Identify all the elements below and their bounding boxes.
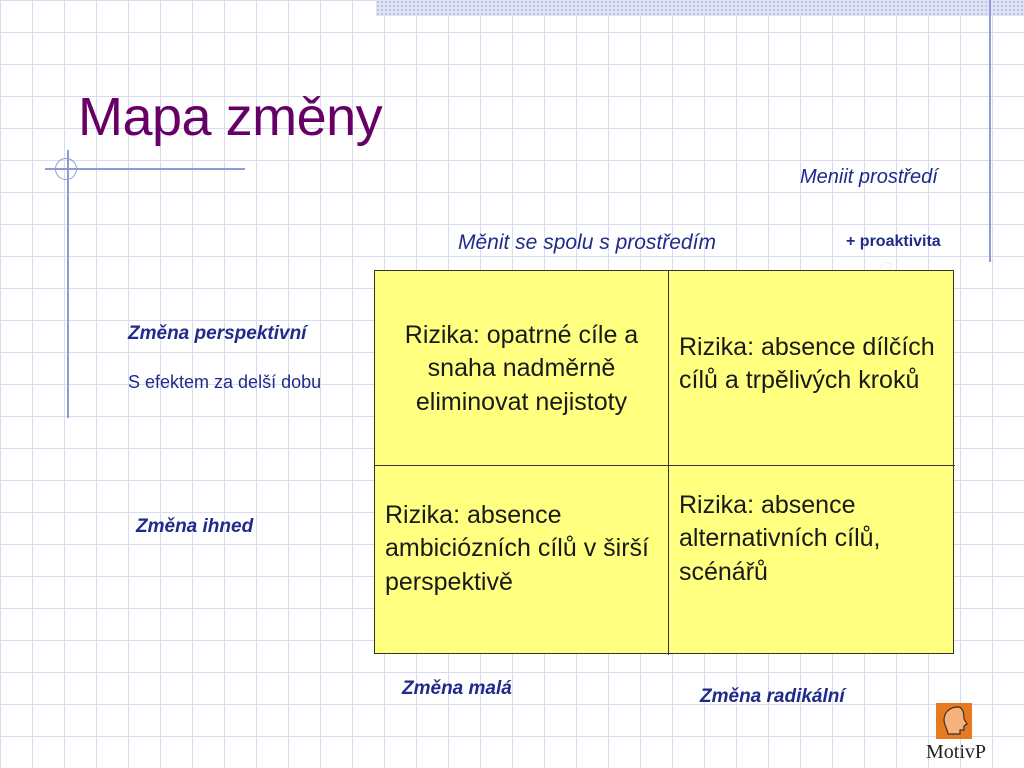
matrix-cell-top-right: Rizika: absence dílčích cílů a trpělivých kroků bbox=[669, 271, 955, 466]
label-zmena-perspektivni: Změna perspektivní bbox=[128, 323, 307, 344]
label-zmena-radikalni: Změna radikální bbox=[700, 686, 845, 707]
right-vertical-rule bbox=[989, 0, 991, 262]
matrix-cell-bottom-right: Rizika: absence alternativních cílů, scénářů bbox=[679, 491, 881, 586]
decor-circle bbox=[55, 158, 77, 180]
head-profile-icon bbox=[936, 703, 972, 739]
label-s-efektem: S efektem za delší dobu bbox=[128, 372, 322, 392]
matrix-cell-bottom-left: Rizika: absence ambiciózních cílů v širší perspektivě bbox=[375, 466, 669, 655]
top-decor-band bbox=[376, 0, 1024, 16]
label-zmena-mala: Změna malá bbox=[402, 678, 512, 699]
logo-text: MotivP bbox=[926, 741, 987, 763]
risk-matrix bbox=[374, 270, 954, 654]
left-vertical-rule bbox=[67, 150, 69, 418]
slide-title: Mapa změny bbox=[78, 87, 383, 147]
label-zmena-ihned: Změna ihned bbox=[136, 516, 254, 537]
label-meniit-prostredi: Meniit prostředí bbox=[800, 166, 938, 188]
label-menit-se-spolu: Měnit se spolu s prostředím bbox=[458, 231, 716, 254]
matrix-cell-top-left: Rizika: opatrné cíle a snaha nadměrně eliminovat nejistoty bbox=[375, 271, 669, 466]
motivp-logo bbox=[926, 703, 1018, 765]
label-proaktivita: + proaktivita bbox=[846, 233, 941, 250]
